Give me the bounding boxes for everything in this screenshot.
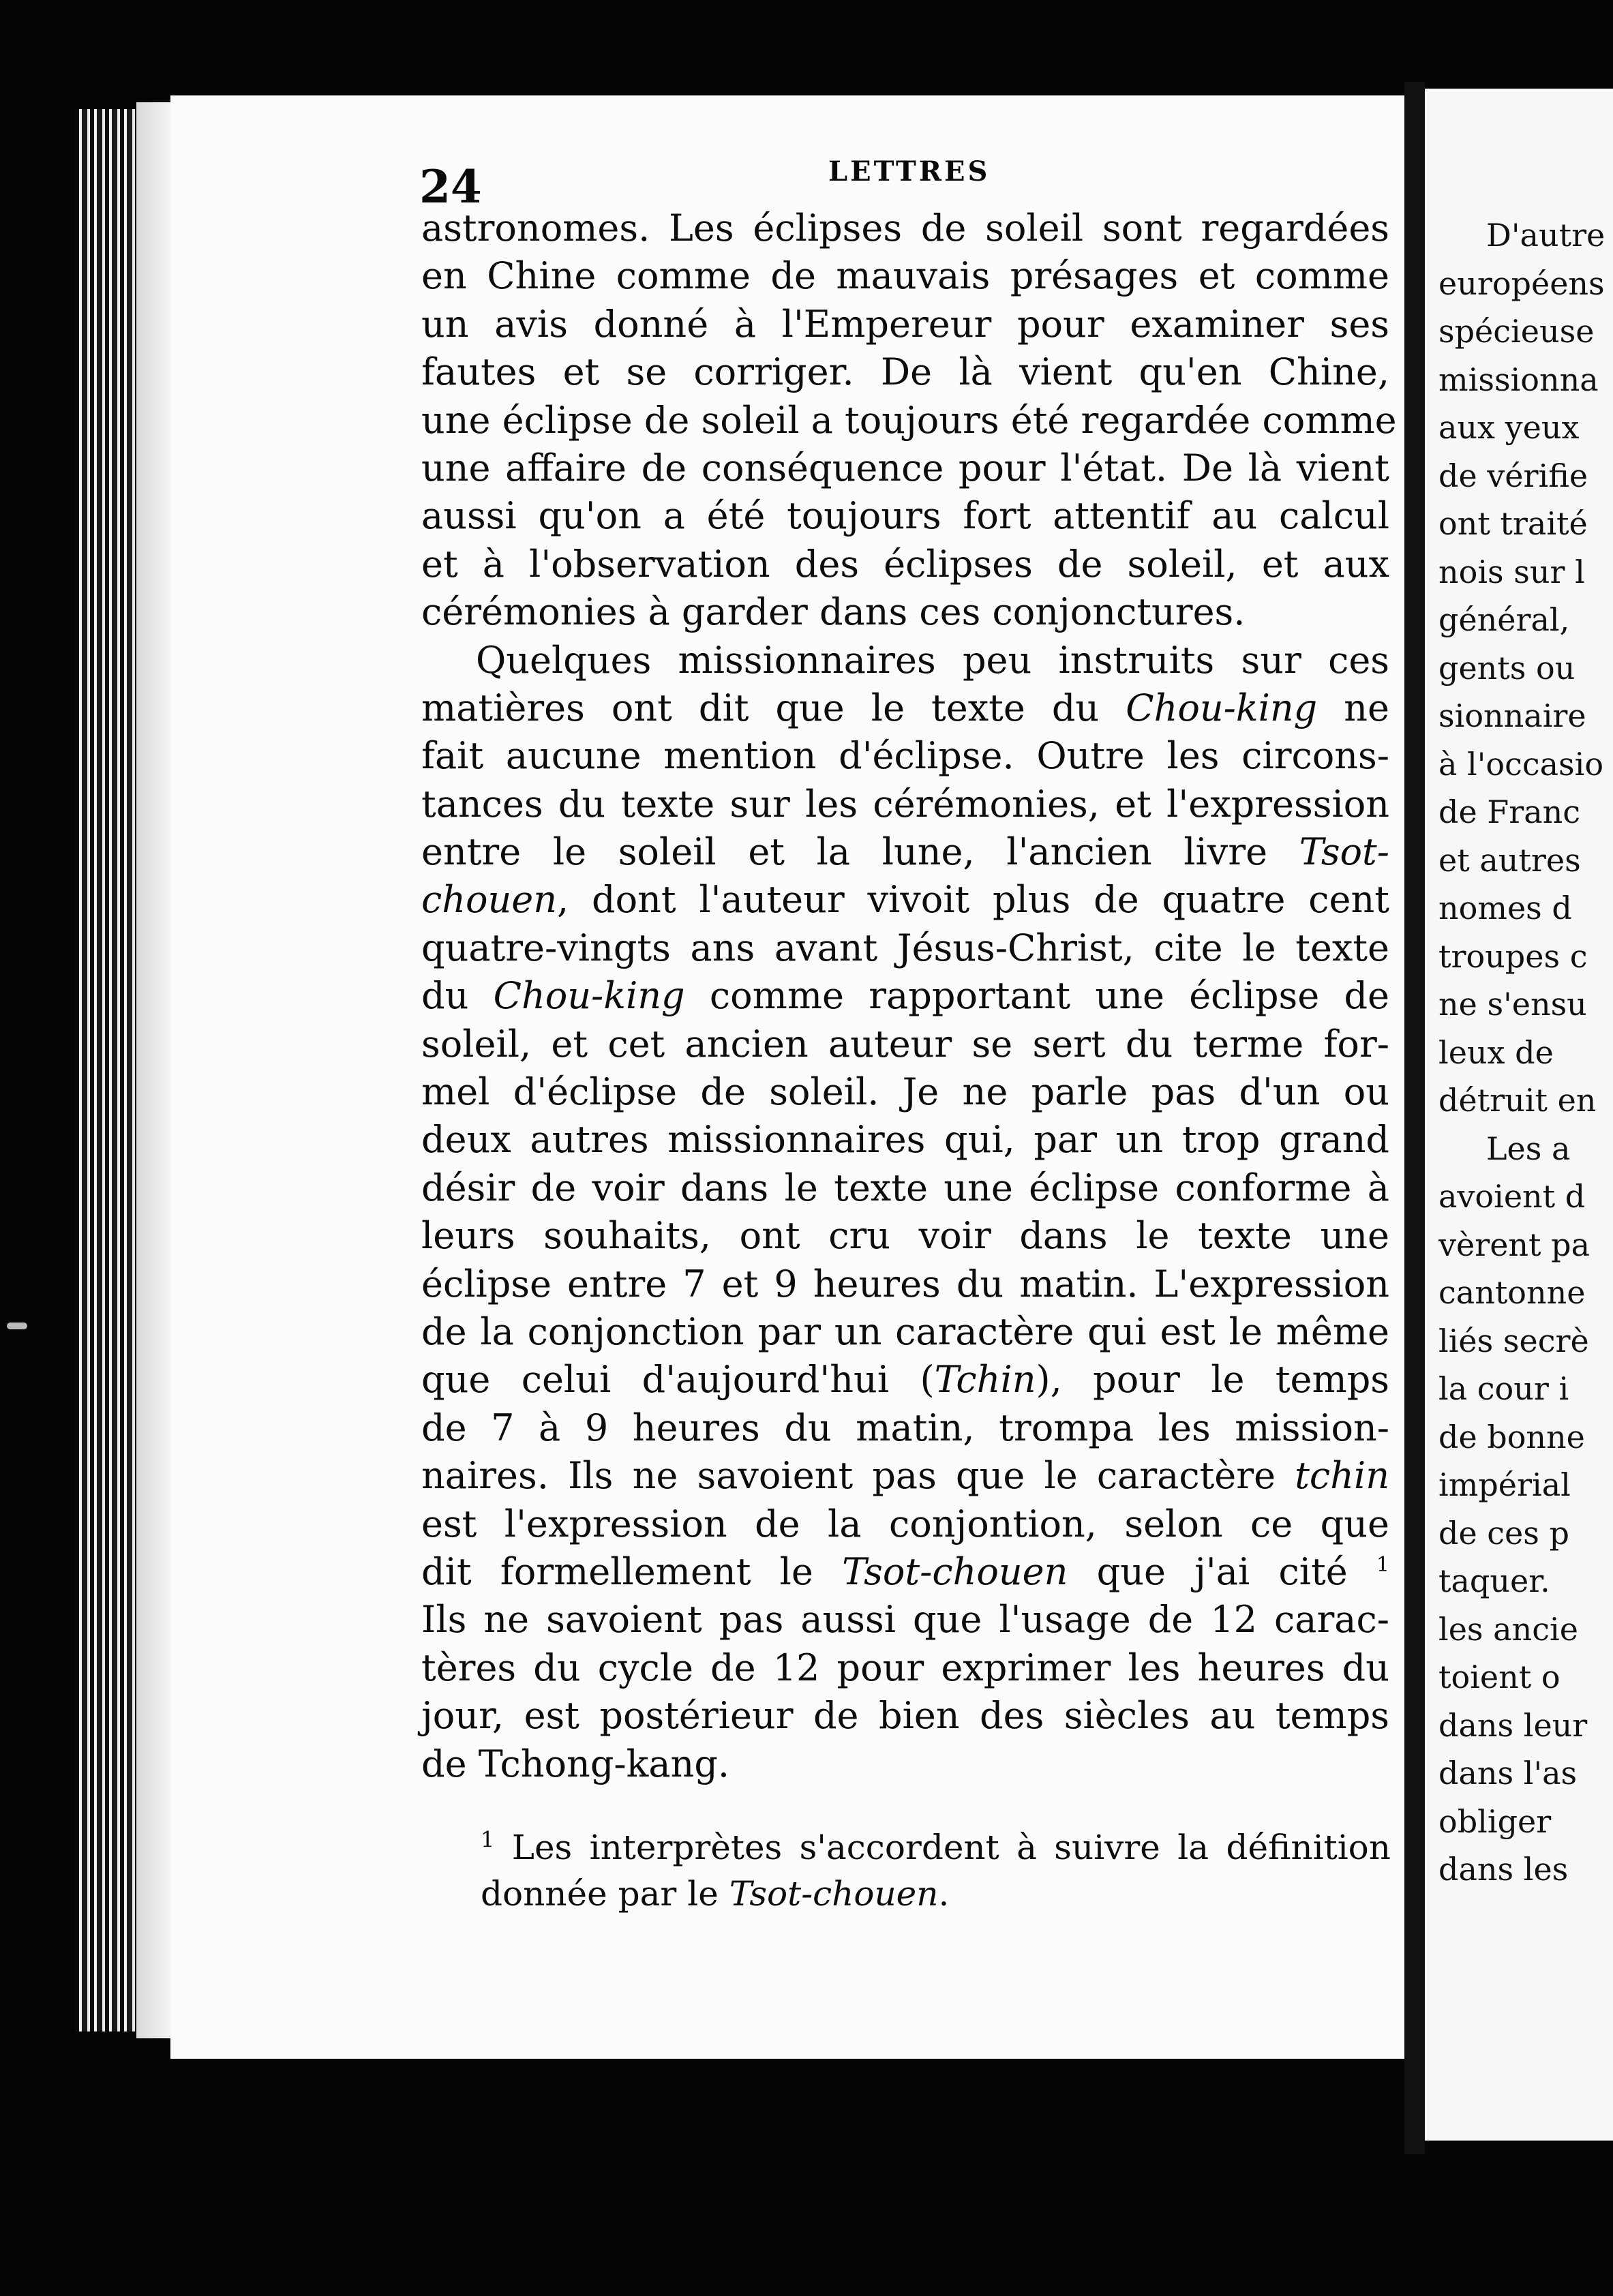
- text-line: mel d'éclipse de soleil. Je ne parle pas d'un ou: [421, 1070, 1389, 1114]
- facing-page-line: dans les: [1438, 1851, 1569, 1888]
- footnote-reference: 1: [1376, 1552, 1389, 1577]
- running-head: LETTRES: [828, 155, 991, 187]
- text-line: leurs souhaits, ont cru voir dans le texte une: [421, 1214, 1389, 1258]
- facing-page-line: avoient d: [1438, 1178, 1586, 1215]
- facing-page-line: D'autre: [1486, 217, 1606, 254]
- facing-page-line: la cour i: [1438, 1370, 1569, 1407]
- facing-page-line: détruit en: [1438, 1082, 1597, 1119]
- text-line: tères du cycle de 12 pour exprimer les heures du: [421, 1646, 1389, 1689]
- footnote-text: Les interprètes s'accordent à suivre la définition: [511, 1828, 1391, 1867]
- footnote-marker: 1: [481, 1826, 495, 1853]
- facing-page-line: européens: [1438, 265, 1605, 302]
- text-line: cérémonies à garder dans ces conjonctures.: [421, 590, 1246, 634]
- text-line: jour, est postérieur de bien des siècles au temps: [421, 1694, 1389, 1738]
- facing-page-line: troupes c: [1438, 937, 1588, 975]
- text-line: soleil, et cet ancien auteur se sert du terme for-: [421, 1022, 1389, 1066]
- facing-page-text: [1438, 211, 1613, 1894]
- facing-page-line: leux de: [1438, 1033, 1554, 1071]
- facing-page-line: missionna: [1438, 361, 1599, 398]
- text-line: de Tchong-kang.: [421, 1742, 730, 1785]
- facing-page-line: aux yeux: [1438, 409, 1580, 446]
- facing-page-line: spécieuse: [1438, 313, 1595, 350]
- facing-page-line: de Franc: [1438, 794, 1581, 830]
- facing-page-line: les ancie: [1438, 1610, 1578, 1648]
- facing-page-line: de bonne: [1438, 1418, 1585, 1455]
- text-line: fait aucune mention d'éclipse. Outre les circons-: [421, 734, 1389, 778]
- text-line: une éclipse de soleil a toujours été regardée comme: [421, 398, 1397, 442]
- body-text: [421, 205, 1397, 1788]
- text-line: que celui d'aujourd'hui (Tchin), pour le temps: [421, 1358, 1389, 1402]
- footnote-source-title: Tsot-chouen: [729, 1874, 939, 1914]
- text-line: du Chou-king comme rapportant une éclipse de: [421, 974, 1389, 1018]
- text-line: désir de voir dans le texte une éclipse conforme à: [421, 1166, 1389, 1209]
- facing-page-line: dans leur: [1438, 1706, 1588, 1744]
- facing-page-line: taquer.: [1438, 1562, 1550, 1599]
- facing-page-line: impérial: [1438, 1466, 1571, 1503]
- text-line: est l'expression de la conjontion, selon ce que: [421, 1502, 1389, 1545]
- facing-page-line: obliger: [1438, 1802, 1552, 1840]
- footnote: [481, 1824, 1391, 1917]
- scan-speck: [7, 1323, 27, 1329]
- facing-page-line: Les a: [1486, 1130, 1571, 1167]
- facing-page-line: à l'occasio: [1438, 745, 1604, 783]
- facing-page-line: cantonne: [1438, 1274, 1586, 1311]
- text-line: quatre-vingts ans avant Jésus-Christ, cite le texte: [421, 926, 1389, 969]
- facing-page-line: général,: [1438, 601, 1570, 638]
- footnote-text-prefix: donnée par le: [481, 1874, 729, 1914]
- text-line: et à l'observation des éclipses de soleil, et aux: [421, 542, 1389, 586]
- facing-page-line: dans l'as: [1438, 1755, 1578, 1792]
- text-line-content: dit formellement le Tsot-chouen que j'ai cité: [421, 1550, 1348, 1593]
- text-line: en Chine comme de mauvais présages et comme: [421, 254, 1389, 298]
- facing-page-line: ne s'ensu: [1438, 986, 1587, 1023]
- page-number: 24: [419, 160, 482, 213]
- text-line: fautes et se corriger. De là vient qu'en Chine,: [421, 350, 1389, 394]
- facing-page-line: toient o: [1438, 1659, 1561, 1695]
- text-line: chouen, dont l'auteur vivoit plus de quatre cent: [421, 878, 1389, 922]
- footnote-line: [481, 1824, 1391, 1871]
- text-line: naires. Ils ne savoient pas que le caractère tchin: [421, 1454, 1389, 1498]
- text-line: un avis donné à l'Empereur pour examiner ses: [421, 302, 1389, 346]
- text-line: éclipse entre 7 et 9 heures du matin. L'expression: [421, 1262, 1389, 1305]
- text-line: de 7 à 9 heures du matin, trompa les mission-: [421, 1406, 1389, 1449]
- facing-page-line: liés secrè: [1438, 1322, 1589, 1359]
- facing-page-line: ont traité: [1438, 505, 1588, 542]
- text-line: entre le soleil et la lune, l'ancien livre Tsot-: [421, 830, 1389, 874]
- facing-page-line: vèrent pa: [1438, 1226, 1591, 1263]
- text-line-with-note: [421, 1548, 1389, 1596]
- book-gutter: [1404, 82, 1425, 2154]
- footnote-line: [481, 1871, 1391, 1917]
- text-line: aussi qu'on a été toujours fort attentif au calcul: [421, 494, 1389, 538]
- text-line: astronomes. Les éclipses de soleil sont regardées: [421, 207, 1389, 250]
- text-line: une affaire de conséquence pour l'état. De là vient: [421, 446, 1389, 489]
- text-line: deux autres missionnaires qui, par un trop grand: [421, 1118, 1389, 1162]
- text-line: de la conjonction par un caractère qui est le même: [421, 1310, 1389, 1353]
- facing-page: [1425, 89, 1613, 2141]
- text-line: Ils ne savoient pas aussi que l'usage de 12 carac-: [421, 1598, 1389, 1642]
- facing-page-line: de vérifie: [1438, 457, 1588, 494]
- text-line: matières ont dit que le texte du Chou-king ne: [421, 686, 1389, 729]
- facing-page-line: gents ou: [1438, 649, 1576, 686]
- facing-page-line: et autres: [1438, 841, 1581, 879]
- footnote-text-suffix: .: [938, 1874, 950, 1914]
- facing-page-line: sionnaire: [1438, 697, 1586, 734]
- paragraph-start: Quelques missionnaires peu instruits sur ces: [476, 638, 1389, 682]
- facing-page-line: nois sur l: [1438, 553, 1585, 590]
- facing-page-line: nomes d: [1438, 890, 1572, 926]
- text-line: tances du texte sur les cérémonies, et l'expression: [421, 782, 1389, 826]
- facing-page-line: de ces p: [1438, 1514, 1569, 1552]
